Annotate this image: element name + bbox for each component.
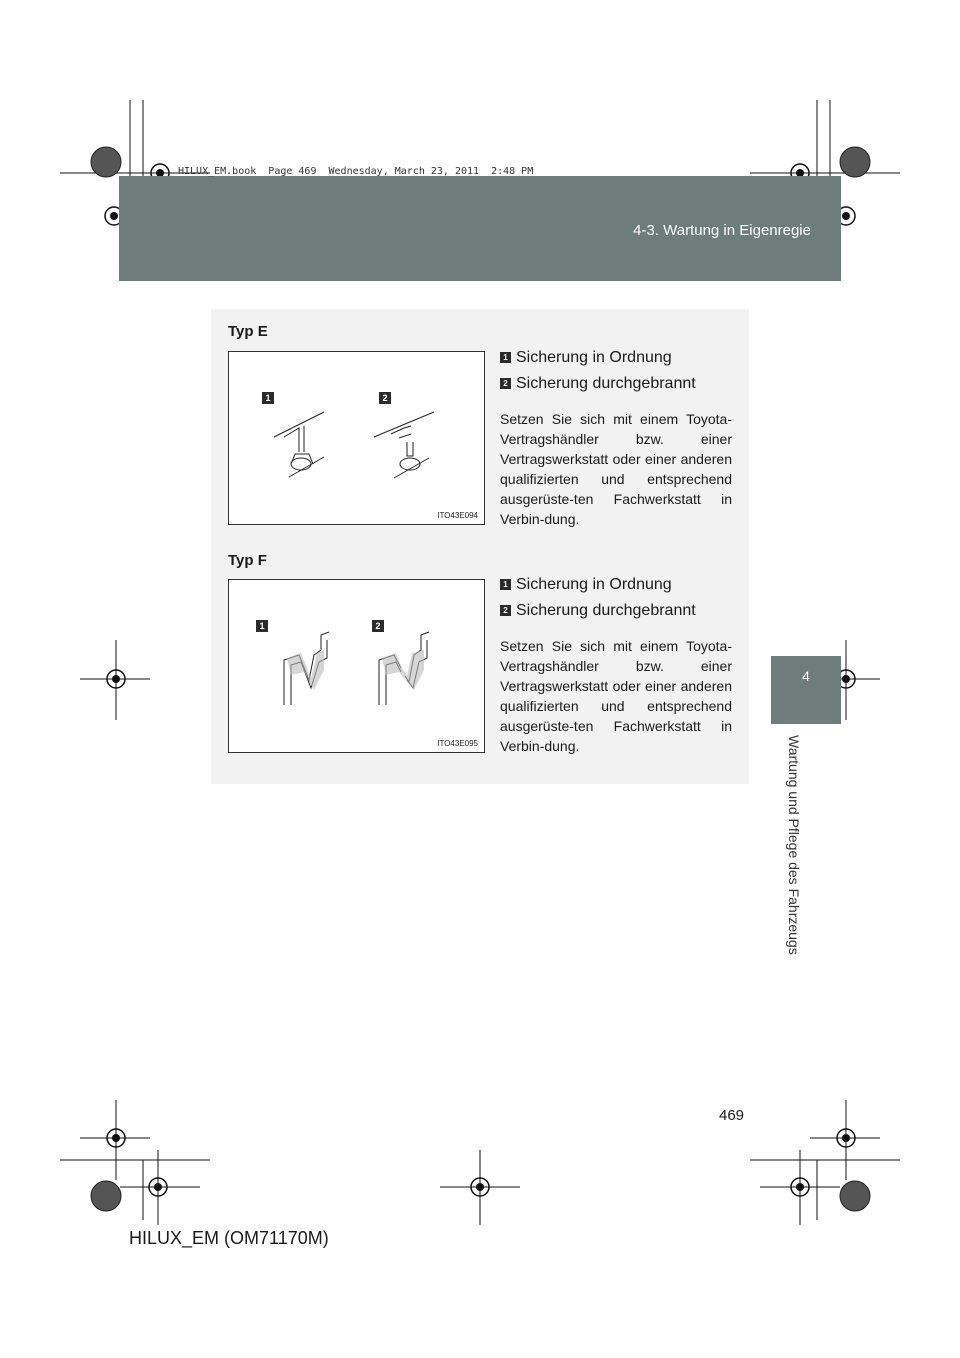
description-text: Setzen Sie sich mit einem Toyota-Vertragshändler bzw. einer Vertragswerkstatt oder einer anderen qualifizierten und entsprechend ausgerüste-ten Fachwerkstatt in Verbin-dung.: [500, 411, 732, 527]
chapter-tab: [771, 656, 841, 724]
list-item: [500, 347, 732, 373]
description-text: Setzen Sie sich mit einem Toyota-Vertragshändler bzw. einer Vertragswerkstatt oder einer anderen qualifizierten und entsprechend ausgerüste-ten Fachwerkstatt in Verbin-dung.: [500, 638, 732, 754]
number-badge: 1: [500, 352, 511, 363]
list-item-label: Sicherung durchgebrannt: [516, 375, 696, 392]
content-box: [211, 309, 749, 784]
number-badge: 2: [500, 605, 511, 616]
page-header: [119, 176, 841, 281]
chapter-title: Wartung und Pflege des Fahrzeugs: [786, 735, 802, 955]
figure-callout-1: 1: [256, 620, 268, 632]
fuse-illustration-f: [229, 580, 484, 752]
legend-typ-e: [500, 347, 732, 529]
list-item: [500, 600, 732, 626]
list-item: [500, 574, 732, 600]
fuse-illustration-e: [229, 352, 484, 524]
figure-code: ITO43E094: [437, 511, 478, 520]
list-item-label: Sicherung in Ordnung: [516, 576, 672, 593]
list-item-label: Sicherung in Ordnung: [516, 349, 672, 366]
list-item-label: Sicherung durchgebrannt: [516, 602, 696, 619]
figure-callout-1: 1: [262, 392, 274, 404]
section-title-typ-f: Typ F: [228, 552, 267, 569]
chapter-number: 4: [802, 668, 810, 684]
page-number: 469: [719, 1107, 745, 1124]
figure-callout-2: 2: [372, 620, 384, 632]
book-stamp: HILUX_EM.book Page 469 Wednesday, March 23, 2011 2:48 PM: [178, 166, 534, 177]
number-badge: 1: [500, 579, 511, 590]
section-title-typ-e: Typ E: [228, 323, 268, 340]
legend-typ-f: [500, 574, 732, 756]
list-item: [500, 373, 732, 399]
figure-callout-2: 2: [379, 392, 391, 404]
number-badge: 2: [500, 378, 511, 389]
figure-typ-f: [228, 579, 485, 753]
figure-typ-e: [228, 351, 485, 525]
figure-code: ITO43E095: [437, 739, 478, 748]
footer-code: HILUX_EM (OM71170M): [129, 1228, 329, 1248]
section-title: 4-3. Wartung in Eigenregie: [633, 222, 811, 239]
